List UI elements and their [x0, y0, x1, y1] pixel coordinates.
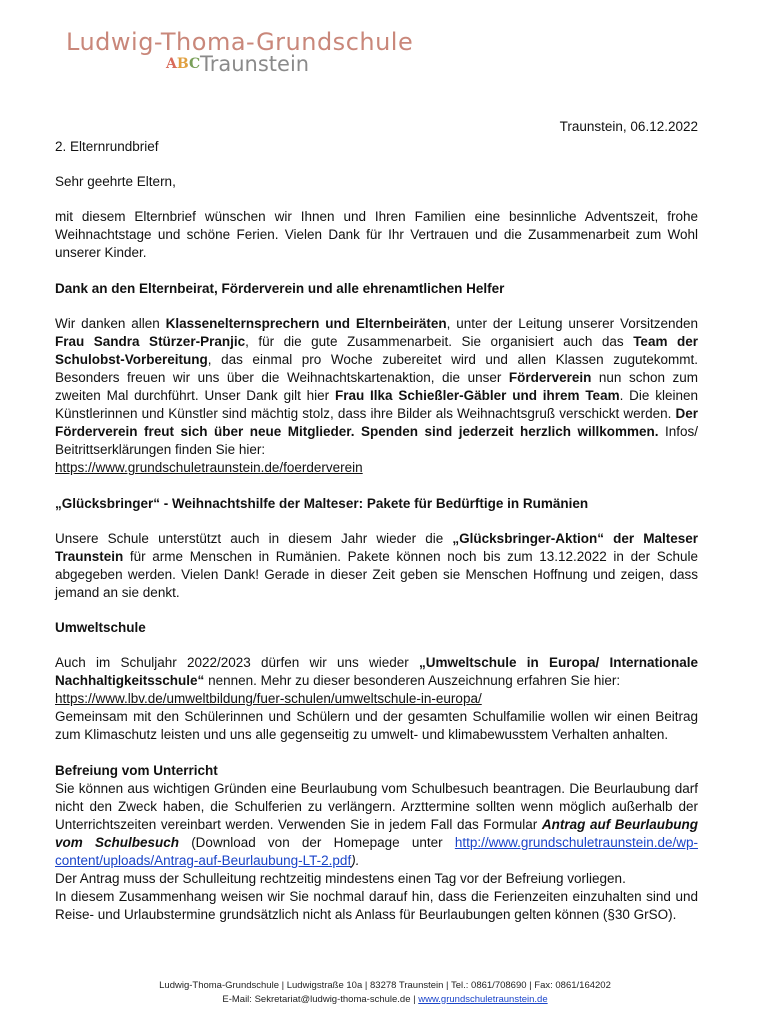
umweltschule-link[interactable]: https://www.lbv.de/umweltbildung/fuer-schulen/umweltschule-in-europa/ — [55, 691, 482, 707]
umweltschule-paragraph: Auch im Schuljahr 2022/2023 dürfen wir uns wieder „Umweltschule in Europa/ Internationale Nachhaltigkeitsschule“ nennen. Mehr zu dieser besonderen Auszeichnung erfahren Sie hier: — [55, 655, 698, 689]
beurlaubung-form-link[interactable]: http://www.grundschuletraunstein.de/wp-content/uploads/Antrag-auf-Beurlaubung-LT-2.pdf — [55, 834, 698, 868]
letter-body — [55, 118, 698, 924]
foerderverein-link[interactable]: https://www.grundschuletraunstein.de/foerderverein — [55, 460, 363, 476]
intro-paragraph: mit diesem Elternbrief wünschen wir Ihnen und Ihren Familien eine besinnliche Adventszeit, frohe Weihnachtstage und schöne Ferien. Vielen Dank für Ihr Vertrauen und die Zusammenarbeit zum Wohl unserer Kinder. — [55, 209, 698, 261]
thanks-paragraph: Wir danken allen Klassenelternsprechern und Elternbeiräten, unter der Leitung unserer Vorsitzenden Frau Sandra Stürzer-Pranjic, für die gute Zusammenarbeit. Sie organisiert auch das Team der Schulobst-Vorbereitung, das einmal pro Woche zubereitet wird und allen Klassen zugutekommt. Besonders freuen wir uns über die Weihnachtskartenaktion, die unser Förderverein nun schon zum zweiten Mal durchführt. Unser Dank gilt hier Frau Ilka Schießler-Gäbler und ihrem Team. Die kleinen Künstlerinnen und Künstler sind mächtig stolz, dass ihre Bilder als Weihnachtsgruß verschickt werden. Der Förderverein freut sich über neue Mitglieder. Spenden sind jederzeit herzlich willkommen. Infos/ Beitrittserklärungen finden Sie hier: — [55, 315, 698, 458]
footer-contact: E-Mail: Sekretariat@ludwig-thoma-schule.de | www.grundschuletraunstein.de — [222, 993, 548, 1005]
foerderverein-link-line — [55, 459, 698, 477]
letter-subject: 2. Elternrundbrief — [55, 139, 159, 155]
salutation: Sehr geehrte Eltern, — [55, 174, 176, 190]
befreiung-paragraph-3: In diesem Zusammenhang weisen wir Sie nochmal darauf hin, dass die Ferienzeiten einzuhalten sind und Reise- und Urlaubstermine grundsätzlich nicht als Anlass für Beurlaubungen gelten können (§30 GrSO). — [55, 889, 698, 923]
logo-town-name: Traunstein — [200, 52, 310, 76]
umweltschule-paragraph-2: Gemeinsam mit den Schülerinnen und Schülern und der gesamten Schulfamilie wollen wir einen Beitrag zum Klimaschutz leisten und uns alle gegenseitig zu umwelt- und klimabewusstem Verhalten anhalten. — [55, 709, 698, 743]
section-heading-gluecksbringer: „Glücksbringer“ - Weihnachtshilfe der Malteser: Pakete für Bedürftige in Rumänien — [55, 495, 589, 511]
logo-abc-letters: ABC — [166, 56, 201, 72]
befreiung-paragraph-2: Der Antrag muss der Schulleitung rechtzeitig mindestens einen Tag vor der Befreiung vorliegen. — [55, 871, 626, 887]
section-heading-thanks: Dank an den Elternbeirat, Förderverein und alle ehrenamtlichen Helfer — [55, 280, 505, 296]
letter-date: Traunstein, 06.12.2022 — [559, 119, 698, 134]
footer-address: Ludwig-Thoma-Grundschule | Ludwigstraße 10a | 83278 Traunstein | Tel.: 0861/708690 | Fax: 0861/164202 — [159, 980, 611, 991]
letter-footer — [0, 979, 770, 1006]
umweltschule-link-line — [55, 690, 698, 708]
logo-school-name: Ludwig-Thoma-Grundschule — [66, 28, 414, 56]
gluecksbringer-paragraph: Unsere Schule unterstützt auch in diesem Jahr wieder die „Glücksbringer-Aktion“ der Malteser Traunstein für arme Menschen in Rumänien. Pakete können noch bis zum 13.12.2022 in der Schule abgegeben werden. Vielen Dank! Gerade in dieser Zeit geben sie Menschen Hoffnung und zeigen, dass jemand an sie denkt. — [55, 530, 699, 600]
section-heading-umweltschule: Umweltschule — [55, 619, 146, 635]
befreiung-paragraph: Sie können aus wichtigen Gründen eine Beurlaubung vom Schulbesuch beantragen. Die Beurlaubung darf nicht den Zweck haben, die Schulferien zu verlängern. Arzttermine sollten wenn möglich außerhalb der Unterrichtszeiten vereinbart werden. Verwenden Sie in jedem Fall das Formular Antrag auf Beurlaubung vom Schulbesuch (Download von der Homepage unter http://www.grundschuletraunstein.de/wp-content/uploads/Antrag-auf-Beurlaubung-LT-2.pdf). — [55, 780, 699, 868]
section-heading-befreiung: Befreiung vom Unterricht — [55, 762, 218, 778]
footer-website-link[interactable]: www.grundschuletraunstein.de — [418, 993, 548, 1005]
